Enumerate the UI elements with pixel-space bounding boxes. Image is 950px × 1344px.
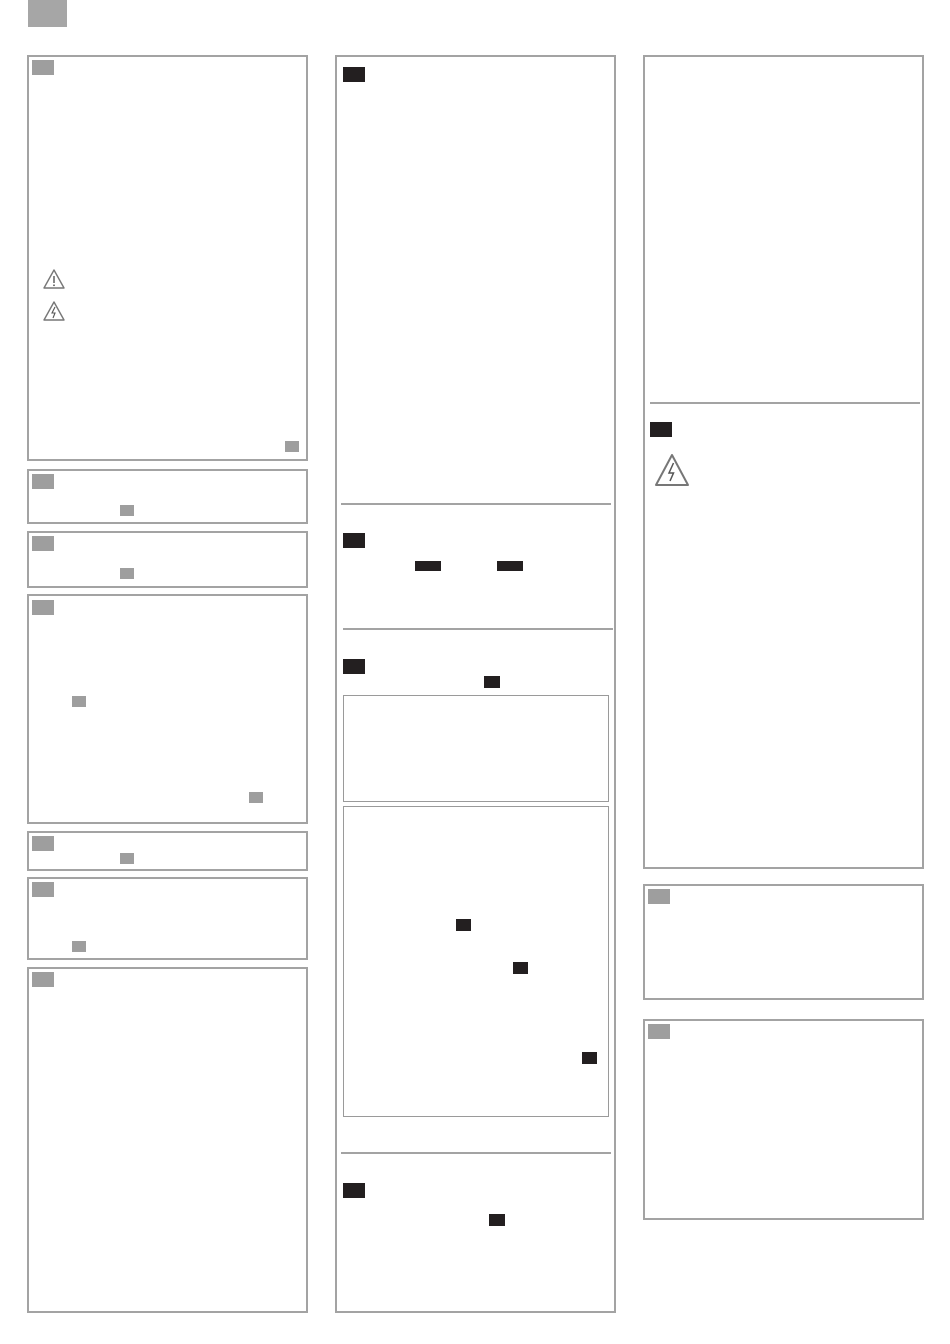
reference-marker — [72, 941, 86, 952]
section-marker — [650, 422, 672, 437]
section-panel-6 — [27, 877, 308, 960]
reference-marker — [582, 1052, 597, 1064]
section-panel-5 — [27, 831, 308, 871]
info-box — [343, 695, 609, 802]
language-tab — [28, 0, 67, 27]
section-panel-7 — [27, 967, 308, 1313]
lightning-triangle-icon — [654, 453, 690, 487]
reference-marker — [489, 1214, 505, 1226]
section-marker — [32, 536, 54, 551]
section-marker — [32, 60, 54, 75]
reference-marker — [285, 441, 299, 452]
section-panel-right — [643, 55, 924, 869]
reference-marker — [120, 568, 134, 579]
reference-marker — [415, 561, 441, 571]
warning-triangle-icon — [43, 269, 65, 289]
section-panel-3 — [27, 531, 308, 588]
section-panel-4 — [27, 594, 308, 824]
reference-marker — [513, 962, 528, 974]
reference-marker — [497, 561, 523, 571]
section-panel-right-2 — [643, 884, 924, 1000]
lightning-triangle-icon — [43, 301, 65, 321]
section-marker — [343, 659, 365, 674]
divider — [343, 628, 613, 630]
section-marker — [648, 1024, 670, 1039]
section-panel-middle — [335, 55, 616, 1313]
section-marker — [343, 67, 365, 82]
section-marker — [32, 836, 54, 851]
section-marker — [343, 1183, 365, 1198]
section-marker — [343, 533, 365, 548]
reference-marker — [120, 505, 134, 516]
divider — [650, 402, 920, 404]
section-panel-right-3 — [643, 1019, 924, 1220]
section-marker — [32, 882, 54, 897]
reference-marker — [456, 919, 471, 931]
section-panel-2 — [27, 469, 308, 524]
section-marker — [32, 972, 54, 987]
reference-marker — [484, 676, 500, 688]
reference-marker — [72, 696, 86, 707]
section-marker — [32, 600, 54, 615]
divider — [341, 1152, 611, 1154]
reference-marker — [249, 792, 263, 803]
section-marker — [32, 474, 54, 489]
divider — [341, 503, 611, 505]
section-marker — [648, 889, 670, 904]
info-box — [343, 806, 609, 1117]
reference-marker — [120, 853, 134, 864]
section-panel-1 — [27, 55, 308, 461]
